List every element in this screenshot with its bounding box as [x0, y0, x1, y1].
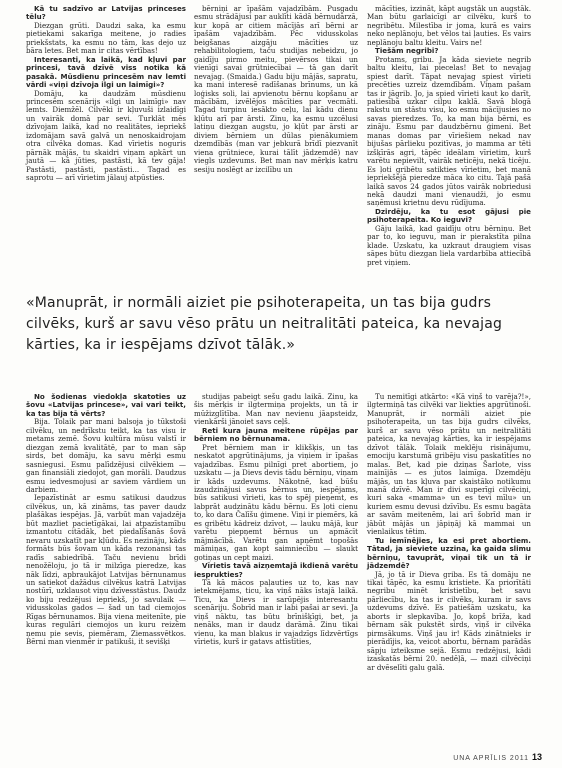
column-bottom-3: [367, 393, 531, 672]
paragraph: mācīties, izzināt, kāpt augstāk un augstāk. Man būtu garlaicīgi ar cilvēku, kurš to negribētu. Milestība ir joma, kurā es vairs neko neplānoju, bet vēlos tai ļauties. Es vairs neplānoju baltu kleitu. Vairs ne!: [367, 4, 531, 47]
page-number: 13: [531, 752, 542, 762]
interview-question: Kā tu sadzīvo ar Latvijas princeses tēlu?: [26, 4, 186, 22]
paragraph: studijas pabeigt sešu gadu laikā. Zinu, ka šis mērķis ir ilgtermiņa projekts, un tā ir mūžizglītība. Man nav nevienu jāapsteidz, vienkārši jānoiet savs ceļš.: [194, 392, 358, 427]
column-bottom-2: [194, 393, 358, 647]
paragraph: Domāju, ka daudzām mūsdienu princesēm scenārijs «ilgi un laimīgi» nav lemts. Diemžēl. Cilvēki ir kļuvuši izlaidīgi un vairāk domā par sevi. Turklāt mēs dzīvojam laikā, kad no realitātes, iepriekš izdomājam savā galvā un nenoskaidrojam otra cilvēka domas. Kad vīrietis noguris pārnāk mājās, tu skaidri viņam apkārt un jautā — kā jūties, pastāsti, kā tev gāja! Pastāsti, pastāsti, pastāsti... Tagad es saprotu — arī vīrietim jālauj atpūsties.: [26, 88, 186, 183]
paragraph: Tā kā mācos paļauties uz to, kas nav ietekmējams, ticu, ka viņš nāks īstajā laikā. Ticu, ka Dievs ir sarūpējis interesantu scenāriju. Šobrīd man ir labi pašai ar sevi. Ja viņš nāktu, tas būtu brīnišķīgi, bet, ja nenāks, man ir daudz darāmā. Zinu tikai vienu, ka man blakus ir vajadzīgs līdzvērtīgs vīrietis, kurš ir gatavs attīstīties,: [194, 577, 358, 647]
paragraph: Bija. Tolaik par mani balsoja jo tūkstoši cilvēku, un nedrīkstu teikt, ka tas visu ir metams zemē. Šovu kultūra mūsu valstī ir diezgan zemā kvalitātē, par to man sāp sirds, bet domāju, ka savu mērķi esmu sasniegusi. Esmu palīdzējusi cilvēkiem — gan finansiāli ziedojot, gan morāli. Daudzus esmu iedvesmojusi ar saviem vārdiem un darbiem.: [26, 417, 186, 494]
pull-quote: «Manuprāt, ir normāli aiziet pie psihoterapeita, un tas bija gudrs cilvēks, kurš ar savu vēso prātu un neitralitāti pateica, ka nevajag kārties, ka ir iespējams dzīvot tālāk.»: [26, 295, 503, 353]
paragraph: Diezgan grūti. Daudzi saka, ka esmu pietiekami sakarīga meitene, jo radies priekšstats, ka esmu no tām, kas dejo uz bāra letes. Bet man ir citas vērtības!: [26, 20, 186, 56]
column-bottom-1: [26, 393, 186, 647]
interview-question: No šodienas viedokļa skatoties uz šovu «Latvijas princese», vai vari teikt, ka tas bija tā vērts?: [26, 392, 186, 418]
paragraph: Jā, jo tā ir Dieva griba. Es tā domāju ne tikai tāpēc, ka esmu kristiete. Ka priorītāti negribu minēt kristietību, bet savu pārliecību, ka tas ir cilvēks, kuram ir savs uzdevums dzīvē. Es patiešām uzskatu, ka aborts ir slepkavība. Jo, kopš brīža, kad bērnam sāk pukstēt sirds, viņš ir cilvēka pirmsākums. Viņš jau ir! Kāds zinātnieks ir pierādījis, ka, veicot abortu, bērnam parādās sāpju izteiksme sejā. Esmu redzējusi, kādi izaskatās bērni 20. nedēļā, — mazi cilvēciņi ar dvēselīti galu galā.: [367, 569, 531, 672]
interview-question: Vīrietis tavā aizņemtajā ikdienā varētu iesprukties?: [194, 561, 358, 579]
paragraph: Protams, gribu. Ja kāda sieviete negrib baltu kleitu, lai piecelas! Bet to nevajag spiest darīt. Tāpat nevajag spiest vīrieti precēties uzreiz dzemdībām. Viņam pašam tas ir jāgrib. Jo, ja spied vīrieti kaut ko darīt, patiesībā uzkar cilpu kaklā. Savā blogā rakstu un stāstu visu, ko esmu mācījusies no savas pieredzes. To, ka man bija bērni, es zināju. Esmu par daudzbērnu ģimeni. Bet manas domas par vīriešiem nekad nav bijušas pārlieku pozitīvas, jo mamma ar tēti izšķīrās agri, tāpēc ideālam vīrietim, kurš varētu nepievilt, vairāk neticēju, nekā ticēju. Es ļoti gribētu satikties vīrietim, bet manā iepriekšējā pieredze māca ko citu. Tajā pašā laikā savos 24 gados jūtos vairāk nobriedusi nekā daudzi mani vienaudži, jo esmu saņēmusi krietnu devu rūdījuma.: [367, 54, 531, 208]
paragraph: Gāju laikā, kad gaidīju otru bērniņu. Bet par to, ko ieguvu, man ir pierakstīta pilna klade. Uzskatu, ka uzkraut draugiem visas sāpes būtu diezgan liela vardarbība attiecībā pret viņiem.: [367, 223, 531, 267]
interview-question: Tiešām negribi?: [375, 46, 439, 56]
interview-question: Interesanti, ka laikā, kad kļuvi par princesi, tavā dzīvē viss notika kā pasakā. Mūsdienu princesēm nav lemti vārdi «viņi dzīvoja ilgi un laimīgi»?: [26, 54, 186, 90]
column-top-2: [194, 5, 358, 174]
paragraph: bērniņi ar īpašām vajadzībām. Pusgadu esmu strādājusi par auklīti kādā bērnudārzā, kur kopā ar citiem mācījās arī bērni ar īpašām vajadzībām. Pēc vidusskolas beigšanas aizgāju mācīties uz rehabilitologiem, taču studijas nebeidzu, jo gaidīju pirmo meitu, pievērsos tikai un vienīgi savai grūtniecībai — tā gan darīt nevajag. (Smaida.) Gadu biju mājās, sapratu, ka mani interesē radīšanas brīnums, un kā loģisks soli, lai apvienotu bērnu kopšanu ar mācībām, izvēlējos mācīties par vecmāti. Tagad turpinu iesākto ceļu, lai kādu dienu kļūtu arī par ārsti. Zinu, ka esmu uzcēlusi latiņu diezgan augstu, jo kļūt par ārsti ar diviem bērniem un dūlas pienākumiem dzemdībās (man var jebkurā brīdī piezvanīt viena grūtniece, kurai tālīt jādzemdē) nav viegls uzdevums. Bet man nav mērķis katru sesiju noslēgt ar izcilību un: [194, 4, 358, 174]
paragraph: Pret bērniem man ir klikšķis, un tas neskatot apgrūtinājums, ja viņiem ir īpašas vajadzības. Esmu pilnīgi pret abortiem, jo uzskatu — ja Dievs devis tādu bērniņu, viņam ir kāds uzdevums. Nākotnē, kad būšu izaudzinājusi savus bērnus un, iespējams, būs satikusi vīrieti, kas to spēj pieņemt, es labprāt audzinātu kādu bērnu. Es ļoti cienu to, ko dara Čalīšu ģimene. Viņi ir piemērs, kā es gribētu kādreiz dzīvot, — lauku mājā, kur varētu piepņemt bērnus un apmācīt mājmācībā. Varētu gan apņēmt topošās māmiņas, gan kopt saimniecību — slaukt gotiņas un cept maizi.: [194, 442, 359, 562]
column-top-3: [367, 5, 531, 267]
interview-question: Tu iemīnējies, ka esi pret abortiem. Tātad, ja sieviete uzzina, ka gaida slimu bērniņu, tavuprāt, viņai tik un tā ir jādzemdē?: [367, 535, 531, 571]
paragraph: Iepazīstināt ar esmu satikusi daudzus cilvēkus, un, kā zināms, tas paver daudz plašākas iespējas. Jā, varbūt man vajadzēja būt mazliet pacietīgākai, lai atpazīstamību izmantotu citādāk, bet piedalīšanās šovā nevaru uzskatīt par kļūdu. Es nezināju, kāds formāts būs šovam un kāda rezonansi tas radīs sabiedrībā. Taču nevienu brīdi nenožēloju, jo tā ir milzīga pieredze, kas nāk līdzi, apbraukājot Latvijas bērnunamus un satiekot dažādus cilvēkus katrā Latvijas nostūrī, uzklausot viņu dzīvesstāstus. Daudz ko biju redzējusi iepriekš, jo savulaik — vidusskolas gados — šad un tad ciemojos Rīgas bērnunamos. Bija viena meitenīte, pie kuras regulāri ciemojos un kuru reizēm ņemu pie sevis, piemēram, Ziemassvētkos. Bērni man vienmēr ir patikuši, it sevišķi: [26, 493, 186, 647]
interview-question: Dzirdēju, ka tu esot gājusi pie psihoterapeita. Ko ieguvi?: [367, 206, 531, 225]
paragraph: Tu nemitīgi atkārto: «Kā viņš to varēja?!», ilgtermiņā tas cilvēki var liekties apgrūtinoši. Manuprāt, ir normāli aiziet pie psihoterapeita, un tas bija gudrs cilvēks, kurš ar savu vēso prātu un neitralitāti pateica, ka nevajag kārties, ka ir iespējams dzīvot tālāk. Tolaik meklēju risinājumu, emociju karstumā gribēju visu paskatīties no malas. Bet, kad pie dziņas Šarlote, viss mainījās — es jutos laimīga. Dzemdēju mājās, un tas kļuva par skaistāko notikumu manā dzīvē. Man ir divi superīgi cilvēciņi, kuri saka «mamma» un es tevi mīlu» un kuriem esmu devusi dzīvību. Es esmu bagāta ar savām meitenēm, lai arī šobrīd man ir jābūt mājās un jāpiņāj kā mammai un vienlaikus tētim.: [367, 392, 531, 537]
issue-label: UNA APRĪLIS 2011: [453, 755, 529, 762]
page-footer: [453, 752, 542, 762]
interview-question: Reti kura jauna meitene rūpējas par bērniem no bērnunama.: [194, 425, 358, 444]
column-top-1: [26, 5, 186, 183]
